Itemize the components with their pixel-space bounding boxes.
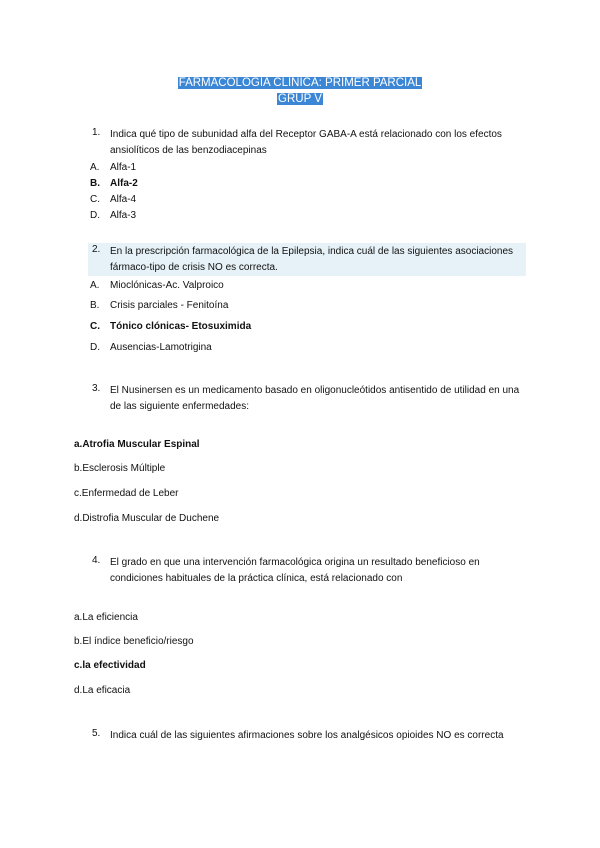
question-number: 4. [92, 555, 101, 566]
option-b: b.El índice beneficio/riesgo [74, 636, 194, 647]
option-c: c.la efectividad [74, 660, 146, 671]
question-text: El grado en que una intervención farmacológica origina un resultado beneficioso en condiciones habituales de la práctica clínica, está relacionado con [110, 557, 480, 584]
question-text: Indica qué tipo de subunidad alfa del Receptor GABA-A está relacionado con los efectos ansiolíticos de las benzodiacepinas [110, 129, 502, 156]
option-d: d.La eficacia [74, 685, 131, 696]
question-text: Indica cuál de las siguientes afirmaciones sobre los analgésicos opioides NO es correcta [110, 730, 504, 741]
question-text: El Nusinersen es un medicamento basado en oligonucleótidos antisentido de utilidad en una de las siguiente enfermedades: [110, 385, 520, 412]
question-text: En la prescripción farmacológica de la Epilepsia, indica cuál de las siguientes asociaciones fármaco-tipo de crisis NO es correcta. [110, 246, 514, 273]
question-number: 2. [92, 244, 101, 255]
document-title: FARMACOLOGÍA CLÍNICA: PRIMER PARCIAL [178, 77, 422, 89]
document-subtitle: GRUP V [278, 93, 322, 105]
option-d: d.Distrofia Muscular de Duchene [74, 513, 220, 524]
question-number: 1. [92, 127, 101, 138]
question-number: 5. [92, 728, 101, 739]
option-a: a.La eficiencia [74, 612, 138, 623]
option-c: c.Enfermedad de Leber [74, 488, 179, 499]
option-b: b.Esclerosis Múltiple [74, 463, 166, 474]
question-number: 3. [92, 383, 101, 394]
option-a: a.Atrofia Muscular Espinal [74, 439, 200, 450]
